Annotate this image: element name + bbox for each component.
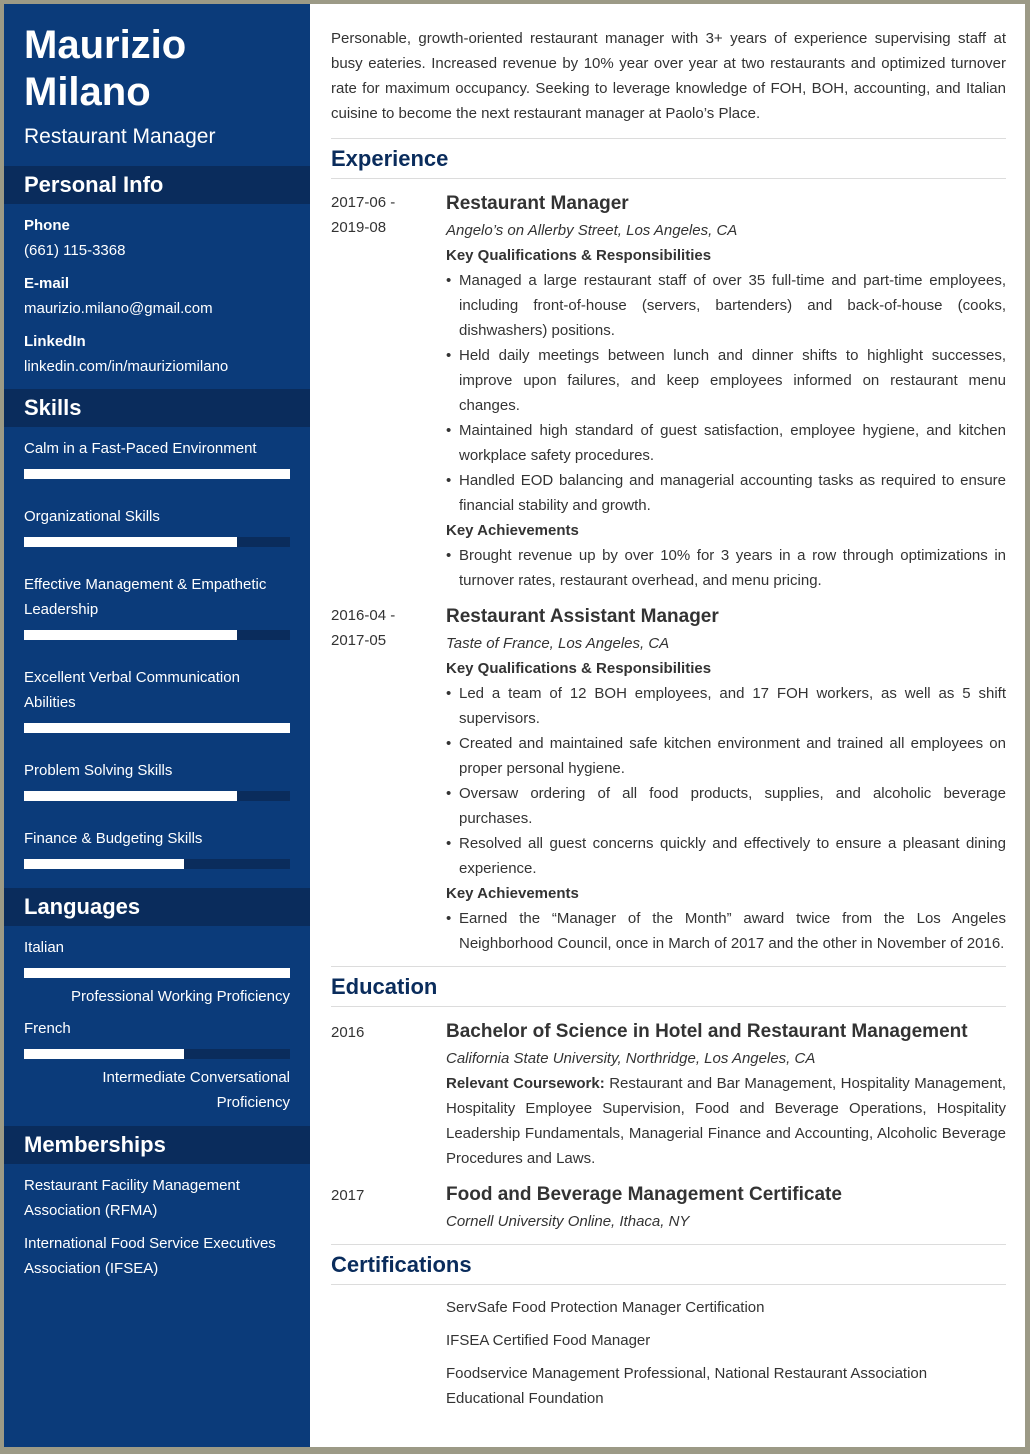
membership-item: International Food Service Executives Association (IFSEA) xyxy=(24,1235,276,1277)
candidate-title: Restaurant Manager xyxy=(24,125,216,148)
degree-title: Food and Beverage Management Certificate xyxy=(446,1184,842,1205)
job-date-end: 2019-08 xyxy=(331,219,387,236)
skill-bar xyxy=(24,537,290,547)
skill-bar-fill xyxy=(24,469,290,479)
skills-heading: Skills xyxy=(4,389,310,427)
divider xyxy=(331,178,1006,179)
skill-bar-fill xyxy=(24,630,237,640)
skill-name: Calm in a Fast-Paced Environment xyxy=(24,440,257,457)
info-item-linkedin xyxy=(24,329,290,379)
job-dates xyxy=(331,190,446,593)
phone-value[interactable]: (661) 115-3368 xyxy=(24,242,126,259)
education-heading: Education xyxy=(331,974,438,999)
language-bar xyxy=(24,1049,290,1059)
skills-list xyxy=(4,427,310,869)
certification-item: ServSafe Food Protection Manager Certification xyxy=(446,1299,765,1316)
job-date-end: 2017-05 xyxy=(331,632,387,649)
degree-title: Bachelor of Science in Hotel and Restaurant Management xyxy=(446,1021,968,1042)
job-date-start: 2017-06 - xyxy=(331,194,396,211)
language-item xyxy=(24,935,290,1009)
sidebar xyxy=(4,4,310,1447)
list-item: • Led a team of 12 BOH employees, and 17 FOH workers, as well as 5 shift supervisors. xyxy=(446,681,1006,731)
personal-info-list xyxy=(4,204,310,379)
membership-item: Restaurant Facility Management Association (RFMA) xyxy=(24,1177,240,1219)
list-item: • Created and maintained safe kitchen environment and trained all employees on proper personal hygiene. xyxy=(446,731,1006,781)
list-item: • Managed a large restaurant staff of over 35 full-time and part-time employees, including front-of-house (servers, bartenders) and back-of-house (cooks, dishwashers) positions. xyxy=(446,268,1006,343)
info-item-phone xyxy=(24,213,290,263)
education-body xyxy=(446,1181,1006,1234)
language-proficiency: Professional Working Proficiency xyxy=(71,988,290,1005)
languages-heading: Languages xyxy=(4,888,310,926)
first-name: Maurizio xyxy=(24,23,187,67)
job-body xyxy=(446,603,1006,956)
job-entry xyxy=(331,603,1006,956)
personal-info-heading: Personal Info xyxy=(4,166,310,204)
skill-bar xyxy=(24,469,290,479)
skill-name: Organizational Skills xyxy=(24,508,160,525)
list-item: • Resolved all guest concerns quickly and effectively to ensure a pleasant dining experience. xyxy=(446,831,1006,881)
list-item: • Brought revenue up by over 10% for 3 years in a row through optimizations in turnover rates, restaurant overhead, and menu pricing. xyxy=(446,543,1006,593)
job-date-start: 2016-04 - xyxy=(331,607,396,624)
school-name: Cornell University Online, Ithaca, NY xyxy=(446,1213,690,1230)
achievements-list xyxy=(446,543,1006,593)
language-proficiency: Intermediate Conversational Proficiency xyxy=(102,1069,290,1111)
language-bar-fill xyxy=(24,1049,184,1059)
list-item: • Oversaw ordering of all food products, supplies, and alcoholic beverage purchases. xyxy=(446,781,1006,831)
skill-bar-fill xyxy=(24,791,237,801)
coursework-label: Relevant Coursework: xyxy=(446,1075,605,1092)
certifications-list xyxy=(446,1295,1006,1411)
education-body xyxy=(446,1018,1006,1171)
skill-item xyxy=(24,665,290,733)
achievements-heading: Key Achievements xyxy=(446,885,579,902)
list-item: • Maintained high standard of guest satisfaction, employee hygiene, and kitchen workplace safety procedures. xyxy=(446,418,1006,468)
language-item xyxy=(24,1016,290,1115)
education-year: 2017 xyxy=(331,1187,365,1204)
achievements-list xyxy=(446,906,1006,956)
language-bar-fill xyxy=(24,968,290,978)
language-name: Italian xyxy=(24,939,65,956)
skill-item xyxy=(24,826,290,869)
skill-name: Excellent Verbal Communication Abilities xyxy=(24,669,240,711)
skill-item xyxy=(24,504,290,547)
skill-name: Effective Management & Empathetic Leadership xyxy=(24,576,267,618)
memberships-list xyxy=(4,1164,310,1281)
education-entry xyxy=(331,1018,1006,1171)
responsibilities-heading: Key Qualifications & Responsibilities xyxy=(446,247,712,264)
skill-bar xyxy=(24,723,290,733)
info-label: Phone xyxy=(24,217,70,234)
last-name: Milano xyxy=(24,70,151,114)
info-item-email xyxy=(24,271,290,321)
skill-name: Problem Solving Skills xyxy=(24,762,173,779)
skill-bar-fill xyxy=(24,859,184,869)
candidate-name xyxy=(4,4,310,116)
skill-item xyxy=(24,572,290,640)
email-value[interactable]: maurizio.milano@gmail.com xyxy=(24,300,213,317)
experience-heading: Experience xyxy=(331,146,449,171)
job-title: Restaurant Assistant Manager xyxy=(446,606,719,627)
divider xyxy=(331,966,1006,967)
certifications-heading: Certifications xyxy=(331,1252,472,1277)
achievements-heading: Key Achievements xyxy=(446,522,579,539)
coursework xyxy=(446,1071,1006,1171)
responsibilities-heading: Key Qualifications & Responsibilities xyxy=(446,660,712,677)
skill-bar-fill xyxy=(24,723,290,733)
main-content xyxy=(331,4,1006,1447)
memberships-heading: Memberships xyxy=(4,1126,310,1164)
job-company: Taste of France, Los Angeles, CA xyxy=(446,635,670,652)
divider xyxy=(331,1284,1006,1285)
certifications-entry xyxy=(331,1295,1006,1411)
divider xyxy=(331,1244,1006,1245)
job-company: Angelo’s on Allerby Street, Los Angeles, CA xyxy=(446,222,738,239)
resume-page xyxy=(4,4,1025,1447)
divider xyxy=(331,138,1006,139)
skill-name: Finance & Budgeting Skills xyxy=(24,830,203,847)
language-bar xyxy=(24,968,290,978)
skill-bar-fill xyxy=(24,537,237,547)
certification-item: IFSEA Certified Food Manager xyxy=(446,1332,651,1349)
job-body xyxy=(446,190,1006,593)
list-item: • Earned the “Manager of the Month” award twice from the Los Angeles Neighborhood Council, once in March of 2017 and the other in November of 2016. xyxy=(446,906,1006,956)
skill-item xyxy=(24,436,290,479)
language-name: French xyxy=(24,1020,71,1037)
info-label: E-mail xyxy=(24,275,70,292)
info-label: LinkedIn xyxy=(24,333,86,350)
skill-bar xyxy=(24,859,290,869)
job-dates xyxy=(331,603,446,956)
skill-bar xyxy=(24,630,290,640)
education-year: 2016 xyxy=(331,1024,365,1041)
responsibilities-list xyxy=(446,681,1006,881)
education-entry xyxy=(331,1181,1006,1234)
job-entry xyxy=(331,190,1006,593)
school-name: California State University, Northridge, Los Angeles, CA xyxy=(446,1050,816,1067)
responsibilities-list xyxy=(446,268,1006,518)
linkedin-value[interactable]: linkedin.com/in/mauriziomilano xyxy=(24,358,229,375)
languages-list xyxy=(4,926,310,1115)
certification-item: Foodservice Management Professional, National Restaurant Association Educational Foundation xyxy=(446,1365,928,1407)
skill-bar xyxy=(24,791,290,801)
divider xyxy=(331,1006,1006,1007)
job-title: Restaurant Manager xyxy=(446,193,629,214)
summary: Personable, growth-oriented restaurant manager with 3+ years of experience supervising staff at busy eateries. Increased revenue by 10% year over year at two restaurants and optimized turnover rate for maximum occupancy. Seeking to leverage knowledge of FOH, BOH, accounting, and Italian cuisine to become the next restaurant manager at Paolo’s Place. xyxy=(331,30,1006,122)
list-item: • Held daily meetings between lunch and dinner shifts to highlight successes, improve upon failures, and keep employees informed on restaurant menu changes. xyxy=(446,343,1006,418)
coursework-text: Restaurant and Bar Management, Hospitality Management, Hospitality Employee Supervision, Food and Beverage Operations, Hospitality Leadership Fundamentals, Managerial Finance and Accounting, Alcoholic Beverage Procedures and Laws. xyxy=(446,1075,1007,1167)
list-item: • Handled EOD balancing and managerial accounting tasks as required to ensure financial stability and growth. xyxy=(446,468,1006,518)
skill-item xyxy=(24,758,290,801)
certifications-spacer xyxy=(331,1295,446,1411)
